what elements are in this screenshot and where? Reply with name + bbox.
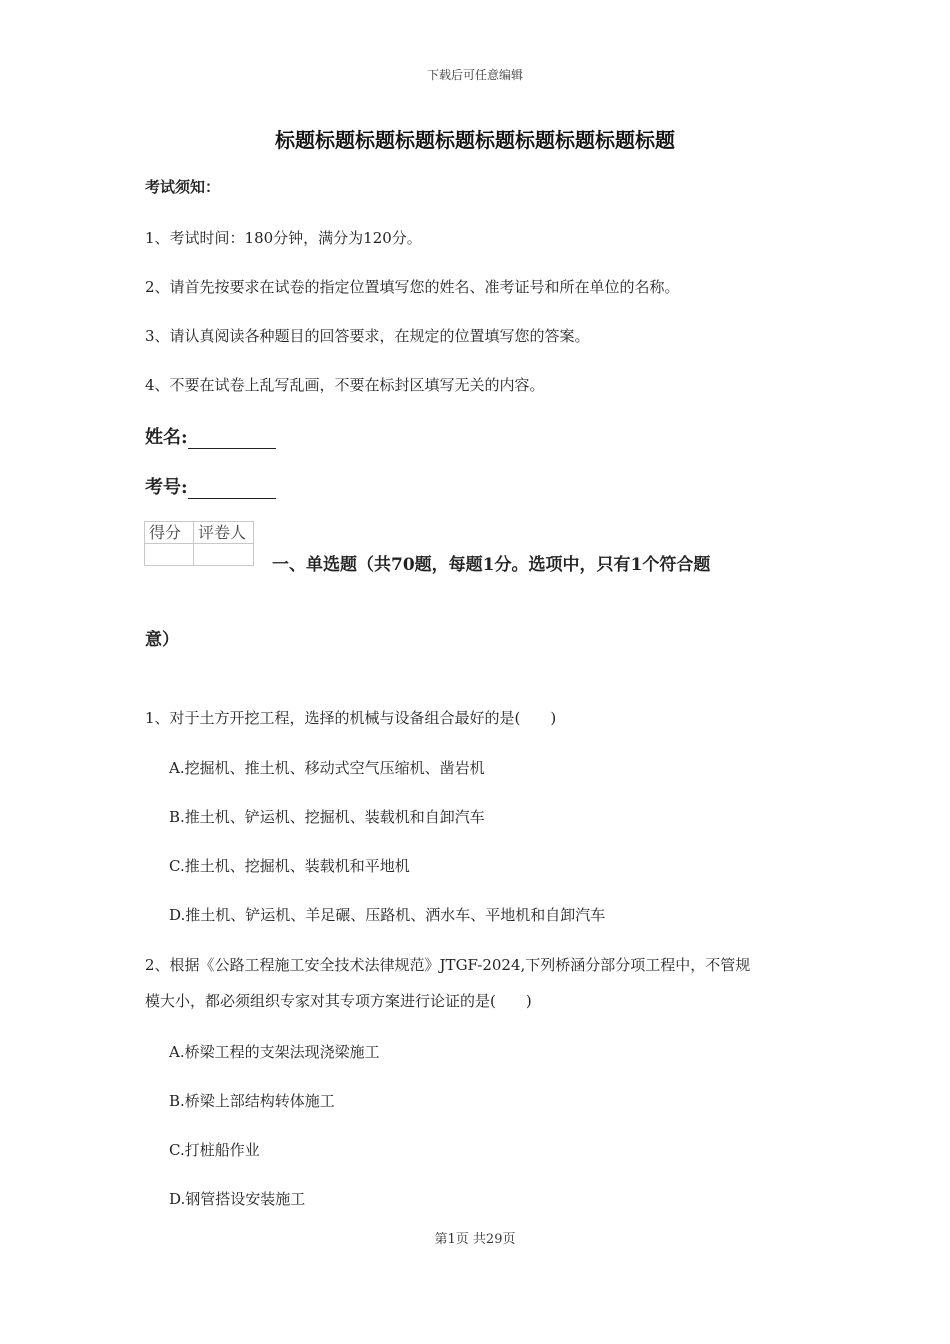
notice-item: 1、考试时间：180分钟，满分为120分。 <box>145 229 422 247</box>
page-title: 标题标题标题标题标题标题标题标题标题标题 <box>275 128 675 152</box>
grader-cell[interactable] <box>194 544 254 566</box>
notice-item: 2、请首先按要求在试卷的指定位置填写您的姓名、准考证号和所在单位的名称。 <box>145 278 680 296</box>
score-cell[interactable] <box>145 544 194 566</box>
header-note: 下载后可任意编辑 <box>426 68 523 82</box>
score-table <box>144 521 254 566</box>
question-1-option-d[interactable]: D.推土机、铲运机、羊足碾、压路机、洒水车、平地机和自卸汽车 <box>169 906 606 924</box>
section-heading-continued: 意） <box>145 630 179 650</box>
exam-id-label: 考号: <box>145 477 188 498</box>
name-label: 姓名: <box>145 427 188 448</box>
question-1-stem: 1、对于土方开挖工程，选择的机械与设备组合最好的是( ) <box>145 709 557 727</box>
question-2-option-c[interactable]: C.打桩船作业 <box>169 1141 260 1159</box>
score-header: 得分 <box>145 522 194 544</box>
question-1-option-c[interactable]: C.推土机、挖掘机、装载机和平地机 <box>169 857 410 875</box>
notice-item: 3、请认真阅读各种题目的回答要求，在规定的位置填写您的答案。 <box>145 327 590 345</box>
exam-id-field[interactable] <box>145 473 276 499</box>
question-2-option-a[interactable]: A.桥梁工程的支架法现浇梁施工 <box>169 1043 380 1061</box>
question-2-stem: 2、根据《公路工程施工安全技术法律规范》JTGF-2024,下列桥涵分部分项工程中，不管规 <box>145 956 751 974</box>
notice-heading: 考试须知： <box>145 178 221 196</box>
notice-item: 4、不要在试卷上乱写乱画，不要在标封区填写无关的内容。 <box>145 376 545 394</box>
question-1-option-a[interactable]: A.挖掘机、推土机、移动式空气压缩机、凿岩机 <box>169 759 485 777</box>
page-footer: 第1页 共29页 <box>434 1232 516 1247</box>
grader-header: 评卷人 <box>194 522 254 544</box>
section-heading: 一、单选题（共70题，每题1分。选项中，只有1个符合题 <box>272 555 711 575</box>
name-blank[interactable] <box>188 428 276 449</box>
question-2-option-d[interactable]: D.钢管搭设安装施工 <box>169 1190 306 1208</box>
exam-id-blank[interactable] <box>188 478 276 499</box>
name-field[interactable] <box>145 423 276 449</box>
question-1-option-b[interactable]: B.推土机、铲运机、挖掘机、装载机和自卸汽车 <box>169 808 485 826</box>
question-2-option-b[interactable]: B.桥梁上部结构转体施工 <box>169 1092 335 1110</box>
question-2-stem-continued: 模大小，都必须组织专家对其专项方案进行论证的是( ) <box>145 992 532 1010</box>
